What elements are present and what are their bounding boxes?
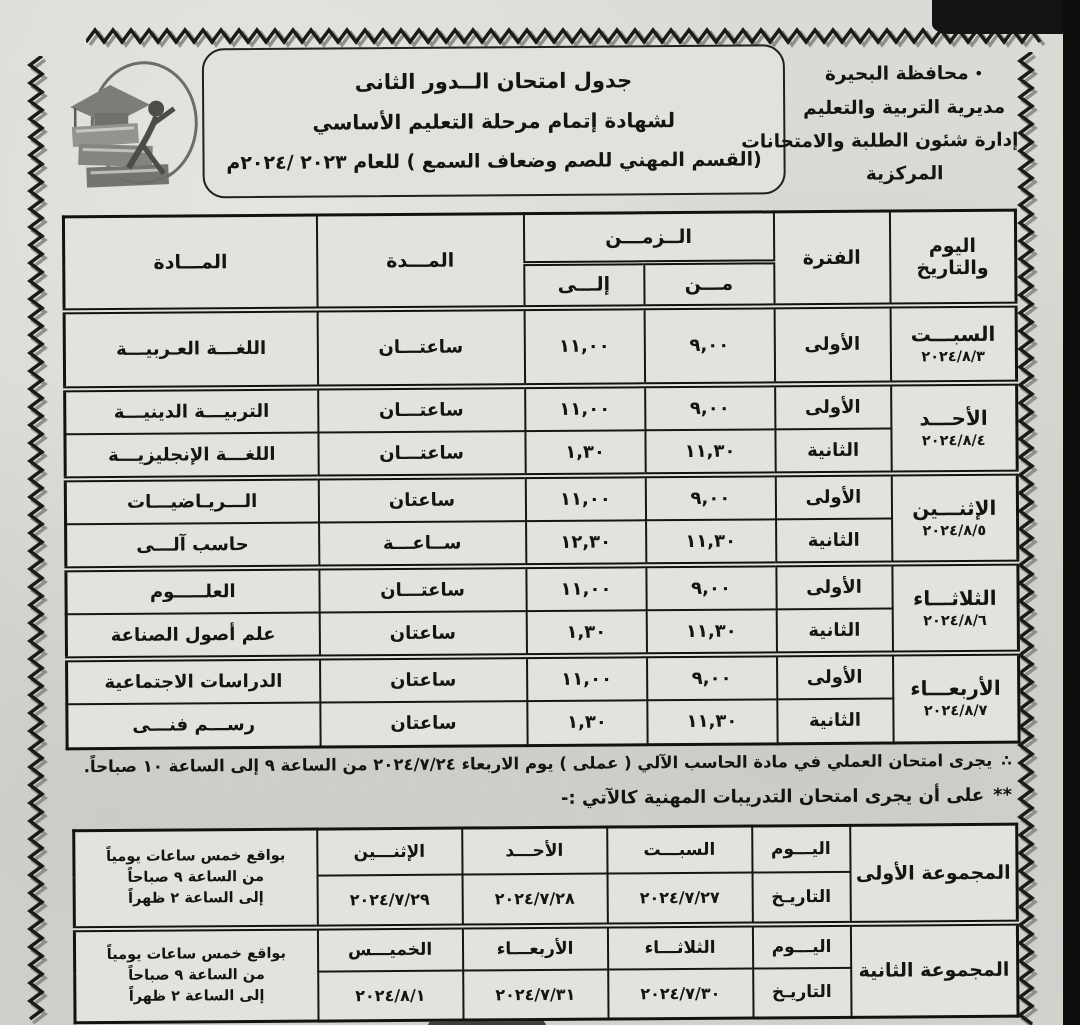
period-cell: الثانية [777, 698, 893, 744]
time-from-cell: ٩,٠٠ [644, 306, 775, 385]
note-bullet-icon: ∴ [1001, 751, 1012, 770]
date-cell: ٢٠٢٤/٧/٣٠ [608, 968, 753, 1019]
practical-exam-note [82, 751, 1012, 776]
exam-schedule-table [62, 209, 1021, 751]
date-cell: ٢٠٢٤/٨/١ [318, 970, 463, 1021]
practical-exam-note-text: يجرى امتحان العملي في مادة الحاسب الآلي ( عملى ) يوم الاربعاء ٢٠٢٤/٧/٢٤ من الساعة ٩ إلى الساعة ١٠ صباحاً. [83, 750, 993, 777]
bullet-icon: • [974, 66, 984, 82]
day-date-cell [891, 382, 1018, 473]
day-name: الثلاثـــاء [913, 585, 997, 610]
org-governorate-text: محافظة البحيرة [824, 62, 969, 85]
duration-cell: ساعتـــان [318, 386, 525, 432]
time-to-cell: ١١,٠٠ [526, 655, 646, 701]
org-governorate [790, 57, 1018, 92]
note-bullet-icon: ** [993, 784, 1013, 806]
group-name-cell: المجموعة الأولى [850, 824, 1018, 923]
title-line-3: (القسم المهني للصم وضعاف السمع ) للعام ٢٠٢٣ /٢٠٢٤م [226, 148, 762, 175]
period-cell: الأولى [776, 563, 892, 609]
hours-note-line: من الساعة ٩ صباحاً [127, 869, 265, 887]
exam-table-header-row [63, 210, 1015, 267]
period-cell: الثانية [776, 518, 892, 564]
time-from-cell: ١١,٣٠ [645, 429, 775, 475]
group2-day-row [74, 922, 1017, 973]
duration-cell: ساعتان [319, 611, 526, 657]
header-subject: المـــادة [63, 215, 317, 311]
period-cell: الأولى [775, 473, 891, 519]
day-date: ٢٠٢٤/٨/٥ [922, 522, 987, 539]
duration-cell: ساعتـــان [317, 308, 525, 387]
day-cell: الثلاثـــاء [607, 924, 752, 969]
row-label-date: التاريـخ [753, 967, 851, 1018]
date-cell: ٢٠٢٤/٧/٢٧ [607, 872, 752, 925]
time-to-cell: ١١,٠٠ [525, 475, 645, 521]
header-day-date: اليوم والتاريخ [889, 210, 1016, 305]
hours-note-line: إلى الساعة ٢ ظهراً [128, 890, 264, 908]
day-date: ٢٠٢٤/٨/٣ [921, 348, 986, 365]
period-cell: الثانية [775, 428, 891, 474]
group-hours-note [74, 927, 318, 1023]
subject-cell: اللغـــة العـربيـــة [64, 309, 318, 389]
exam-row-sunday-p1 [65, 382, 1017, 434]
time-from-cell: ١١,٣٠ [646, 519, 776, 565]
org-directorate: مديرية التربية والتعليم [803, 96, 1006, 119]
day-name: الأحـــد [919, 405, 988, 430]
subject-cell: الـــريـاضيـــات [65, 477, 318, 524]
exam-row-wednesday-p2 [67, 697, 1019, 749]
group-name-cell: المجموعة الثانية [850, 922, 1018, 1017]
training-schedule-table [72, 823, 1019, 1025]
org-administration: إدارة شئون الطلبة والامتحانات [741, 129, 1019, 153]
day-cell: الخميـــس [317, 926, 462, 971]
time-to-cell: ١٢,٣٠ [526, 520, 646, 566]
time-from-cell: ٩,٠٠ [645, 384, 775, 430]
duration-cell: ساعتان [318, 476, 525, 522]
day-date-cell [891, 472, 1018, 563]
header-duration: المـــدة [316, 214, 524, 309]
period-cell: الأولى [776, 653, 892, 699]
time-to-cell: ١,٣٠ [526, 610, 646, 656]
header-time: الــزمـــن [523, 212, 773, 264]
day-date: ٢٠٢٤/٨/٦ [923, 612, 987, 629]
hours-note-line: إلى الساعة ٢ ظهراً [128, 987, 265, 1005]
time-to-cell: ١١,٠٠ [524, 307, 645, 386]
date-cell: ٢٠٢٤/٧/٣١ [463, 969, 608, 1020]
period-cell: الأولى [774, 305, 891, 384]
day-cell: الأحـــد [462, 827, 607, 874]
row-label-date: التاريـخ [752, 871, 850, 924]
date-cell: ٢٠٢٤/٧/٢٨ [462, 873, 607, 926]
day-date: ٢٠٢٤/٨/٤ [921, 432, 986, 449]
title-line-1: جدول امتحان الــدور الثانى [354, 68, 633, 95]
day-name: السبـــت [910, 321, 996, 346]
exam-row-saturday [64, 304, 1017, 389]
day-name: الأربعـــاء [910, 676, 1001, 701]
training-exam-note-text: على أن يجرى امتحان التدريبات المهنية كالآتي :- [560, 784, 985, 809]
hours-note-line: بواقع خمس ساعات يومياً [105, 848, 286, 866]
subject-cell: رســـم فنـــى [67, 702, 320, 749]
education-logo-icon [52, 54, 203, 200]
day-date: ٢٠٢٤/٨/٧ [923, 703, 988, 720]
time-to-cell: ١,٣٠ [527, 700, 647, 746]
header-time-from: مـــن [644, 262, 774, 307]
date-cell: ٢٠٢٤/٧/٢٩ [317, 874, 462, 927]
subject-cell: علم أصول الصناعة [66, 612, 319, 659]
title-line-2: لشهادة إتمام مرحلة التعليم الأساسي [312, 108, 676, 135]
time-to-cell: ١,٣٠ [525, 430, 645, 476]
day-cell: الإثنـــين [317, 828, 462, 875]
training-exam-note [82, 785, 1012, 812]
hours-note-line: بواقع خمس ساعات يومياً [106, 945, 286, 963]
time-to-cell: ١١,٠٠ [526, 565, 646, 611]
exam-row-sunday-p2 [65, 427, 1017, 479]
duration-cell: ساعتان [320, 701, 527, 747]
organization-header [741, 57, 1019, 191]
hours-note-line: من الساعة ٩ صباحاً [128, 966, 265, 984]
row-label-day: اليـــوم [752, 825, 850, 872]
time-to-cell: ١١,٠٠ [525, 385, 645, 431]
org-central: المركزية [865, 162, 944, 185]
subject-cell: حاسب آلـــى [66, 522, 319, 569]
time-from-cell: ١١,٣٠ [646, 609, 776, 655]
group1-day-row [74, 824, 1017, 877]
day-date-cell [892, 562, 1019, 653]
time-from-cell: ٩,٠٠ [646, 654, 776, 700]
period-cell: الثانية [776, 608, 892, 654]
exam-row-tuesday-p2 [66, 607, 1018, 659]
exam-row-monday-p1 [65, 472, 1017, 524]
day-name: الإثنـــين [912, 495, 997, 520]
exam-row-monday-p2 [66, 517, 1018, 569]
duration-cell: ســاعـــة [319, 521, 526, 567]
header-time-to: إلـــى [524, 263, 644, 308]
day-cell: السبـــت [607, 826, 752, 873]
exam-row-wednesday-p1 [67, 652, 1019, 704]
time-from-cell: ٩,٠٠ [645, 474, 775, 520]
subject-cell: التربيـــة الدينيـــة [65, 387, 318, 434]
day-date-cell [892, 652, 1019, 743]
day-date-cell [890, 304, 1017, 383]
row-label-day: اليـــوم [752, 923, 850, 968]
subject-cell: العلـــــوم [66, 567, 319, 614]
exam-row-tuesday-p1 [66, 562, 1018, 614]
group-hours-note [74, 829, 318, 929]
duration-cell: ساعتـــان [319, 566, 526, 612]
header-period: الفترة [773, 211, 890, 306]
duration-cell: ساعتـــان [318, 431, 525, 477]
subject-cell: اللغـــة الإنجليزيـــة [65, 432, 318, 479]
period-cell: الأولى [775, 383, 891, 429]
day-cell: الأربعـــاء [462, 925, 607, 970]
duration-cell: ساعتان [320, 656, 527, 702]
subject-cell: الدراسات الاجتماعية [67, 657, 320, 704]
exam-title-box [202, 44, 786, 198]
time-from-cell: ٩,٠٠ [646, 564, 776, 610]
time-from-cell: ١١,٣٠ [647, 699, 777, 745]
